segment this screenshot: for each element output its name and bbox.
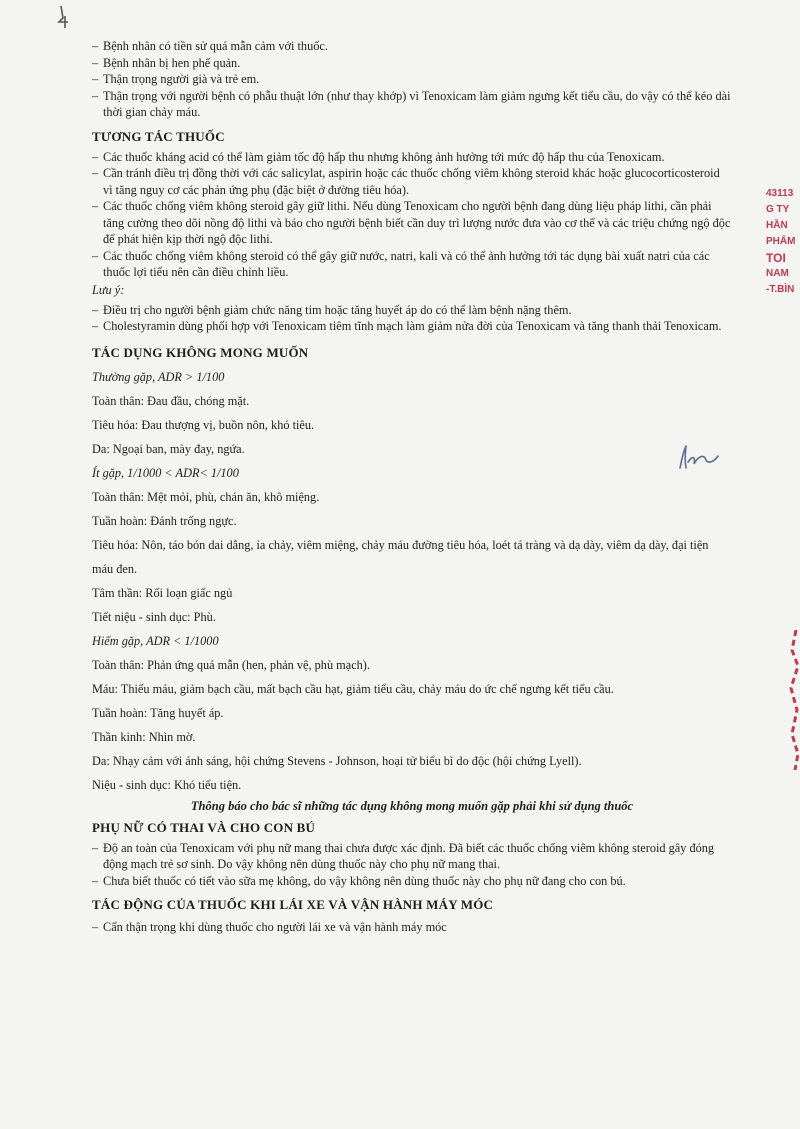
list-item: – Điều trị cho người bệnh giảm chức năng tim hoặc tăng huyết áp do có thể làm bệnh nặng thêm. xyxy=(92,302,572,317)
note-label: Lưu ý: xyxy=(92,282,125,297)
notes-list xyxy=(92,302,732,335)
list-item: – Thận trọng với người bệnh có phẫu thuật lớn (như thay khớp) vì Tenoxicam làm giảm ngưng kết tiểu cầu, do vậy có thể kéo dài thời gian chảy máu. xyxy=(92,88,731,119)
signature-initials xyxy=(676,442,720,472)
adverse-section xyxy=(92,365,732,797)
adverse-line: Máu: Thiếu máu, giảm bạch cầu, mất bạch cầu hạt, giảm tiểu cầu, chảy máu do ức chế ngưng kết tiểu cầu. xyxy=(92,681,614,696)
page-content xyxy=(92,38,732,936)
stamp-edge-fragment xyxy=(786,630,800,770)
list-item: – Độ an toàn của Tenoxicam với phụ nữ mang thai chưa được xác định. Đã biết các thuốc chống viêm không steroid gây đóng động mạch trẻ sơ sinh. Do vậy không nên dùng thuốc này cho phụ nữ mang thai. xyxy=(92,840,715,871)
adverse-line: Tiết niệu - sinh dục: Phù. xyxy=(92,609,216,624)
adverse-line: Tiêu hóa: Nôn, táo bón dai dẳng, ỉa chảy, viêm miệng, chảy máu đường tiêu hóa, loét tá tràng và dạ dày, viêm dạ dày, đại tiện máu đen. xyxy=(92,537,709,576)
adverse-line: Tiêu hóa: Đau thượng vị, buồn nôn, khó tiêu. xyxy=(92,417,315,432)
list-item: – Các thuốc kháng acid có thể làm giảm tốc độ hấp thu nhưng không ảnh hưởng tới mức độ hấp thu của Tenoxicam. xyxy=(92,149,665,164)
driving-list xyxy=(92,919,732,936)
corner-mark xyxy=(56,4,72,30)
company-stamp: 43113 G TY HẦN PHẨM TOI NAM -T.BÌN xyxy=(766,188,796,295)
precautions-list xyxy=(92,38,732,121)
adverse-line: Toàn thân: Phản ứng quá mẫn (hen, phản vệ, phù mạch). xyxy=(92,657,370,672)
list-item: – Các thuốc chống viêm không steroid có thể gây giữ nước, natri, kali và có thể ảnh hưởng tới tác dụng bài xuất natri của các thuốc lợi tiểu nên cần điều chỉnh liều. xyxy=(92,248,710,279)
list-item: – Cần tránh điều trị đồng thời với các salicylat, aspirin hoặc các thuốc chống viêm không steroid khác hoặc glucocorticosteroid vì tăng nguy cơ các phản ứng phụ (đặc biệt ở đường tiêu hóa). xyxy=(92,166,720,197)
interactions-heading: TƯƠNG TÁC THUỐC xyxy=(92,128,225,144)
interactions-list xyxy=(92,149,732,281)
list-item: – Thận trọng người già và trẻ em. xyxy=(92,72,260,86)
driving-heading: TÁC ĐỘNG CỦA THUỐC KHI LÁI XE VÀ VẬN HÀNH MÁY MÓC xyxy=(92,897,494,912)
list-item: – Cholestyramin dùng phối hợp với Tenoxicam tiêm tĩnh mạch làm giảm nửa đời của Tenoxicam và tăng thanh thải Tenoxicam. xyxy=(92,319,722,333)
adverse-heading: TÁC DỤNG KHÔNG MONG MUỐN xyxy=(92,344,309,360)
list-item: – Bệnh nhân có tiền sử quá mẫn cảm với thuốc. xyxy=(92,39,328,53)
report-notice: Thông báo cho bác sĩ những tác dụng không mong muốn gặp phải khi sử dụng thuốc xyxy=(190,798,634,813)
rare-label: Hiếm gặp, ADR < 1/1000 xyxy=(92,633,219,648)
adverse-line: Thần kinh: Nhìn mờ. xyxy=(92,729,196,744)
adverse-line: Da: Nhạy cảm với ánh sáng, hội chứng Stevens - Johnson, hoại tử biểu bì do độc (hội chứng Lyell). xyxy=(92,753,582,768)
adverse-line: Tuần hoàn: Đánh trống ngực. xyxy=(92,513,237,528)
uncommon-label: Ít gặp, 1/1000 < ADR< 1/100 xyxy=(92,465,239,480)
list-item: – Các thuốc chống viêm không steroid gây giữ lithi. Nếu dùng Tenoxicam cho người bệnh đang dùng liệu pháp lithi, cần phải tăng cường theo dõi nồng độ lithi và báo cho người bệnh biết cần duy trì lượng nước đưa vào cơ thể và các triệu chứng ngộ độc để phát hiện kịp thời ngộ độc lithi. xyxy=(92,199,731,246)
pregnancy-list xyxy=(92,840,732,890)
adverse-line: Tâm thần: Rối loạn giấc ngủ xyxy=(92,585,233,600)
adverse-line: Tuần hoàn: Tăng huyết áp. xyxy=(92,705,224,720)
pregnancy-heading: PHỤ NỮ CÓ THAI VÀ CHO CON BÚ xyxy=(92,819,316,835)
common-label: Thường gặp, ADR > 1/100 xyxy=(92,369,225,384)
adverse-line: Toàn thân: Đau đầu, chóng mặt. xyxy=(92,393,250,408)
list-item: – Chưa biết thuốc có tiết vào sữa mẹ không, do vậy không nên dùng thuốc này cho phụ nữ đang cho con bú. xyxy=(92,873,626,888)
adverse-line: Niệu - sinh dục: Khó tiểu tiện. xyxy=(92,777,242,792)
list-item: – Cẩn thận trọng khi dùng thuốc cho người lái xe và vận hành máy móc xyxy=(92,920,447,934)
list-item: – Bệnh nhân bị hen phế quản. xyxy=(92,55,241,70)
adverse-line: Da: Ngoại ban, mày đay, ngứa. xyxy=(92,441,245,456)
adverse-line: Toàn thân: Mệt mỏi, phù, chán ăn, khô miệng. xyxy=(92,489,320,504)
